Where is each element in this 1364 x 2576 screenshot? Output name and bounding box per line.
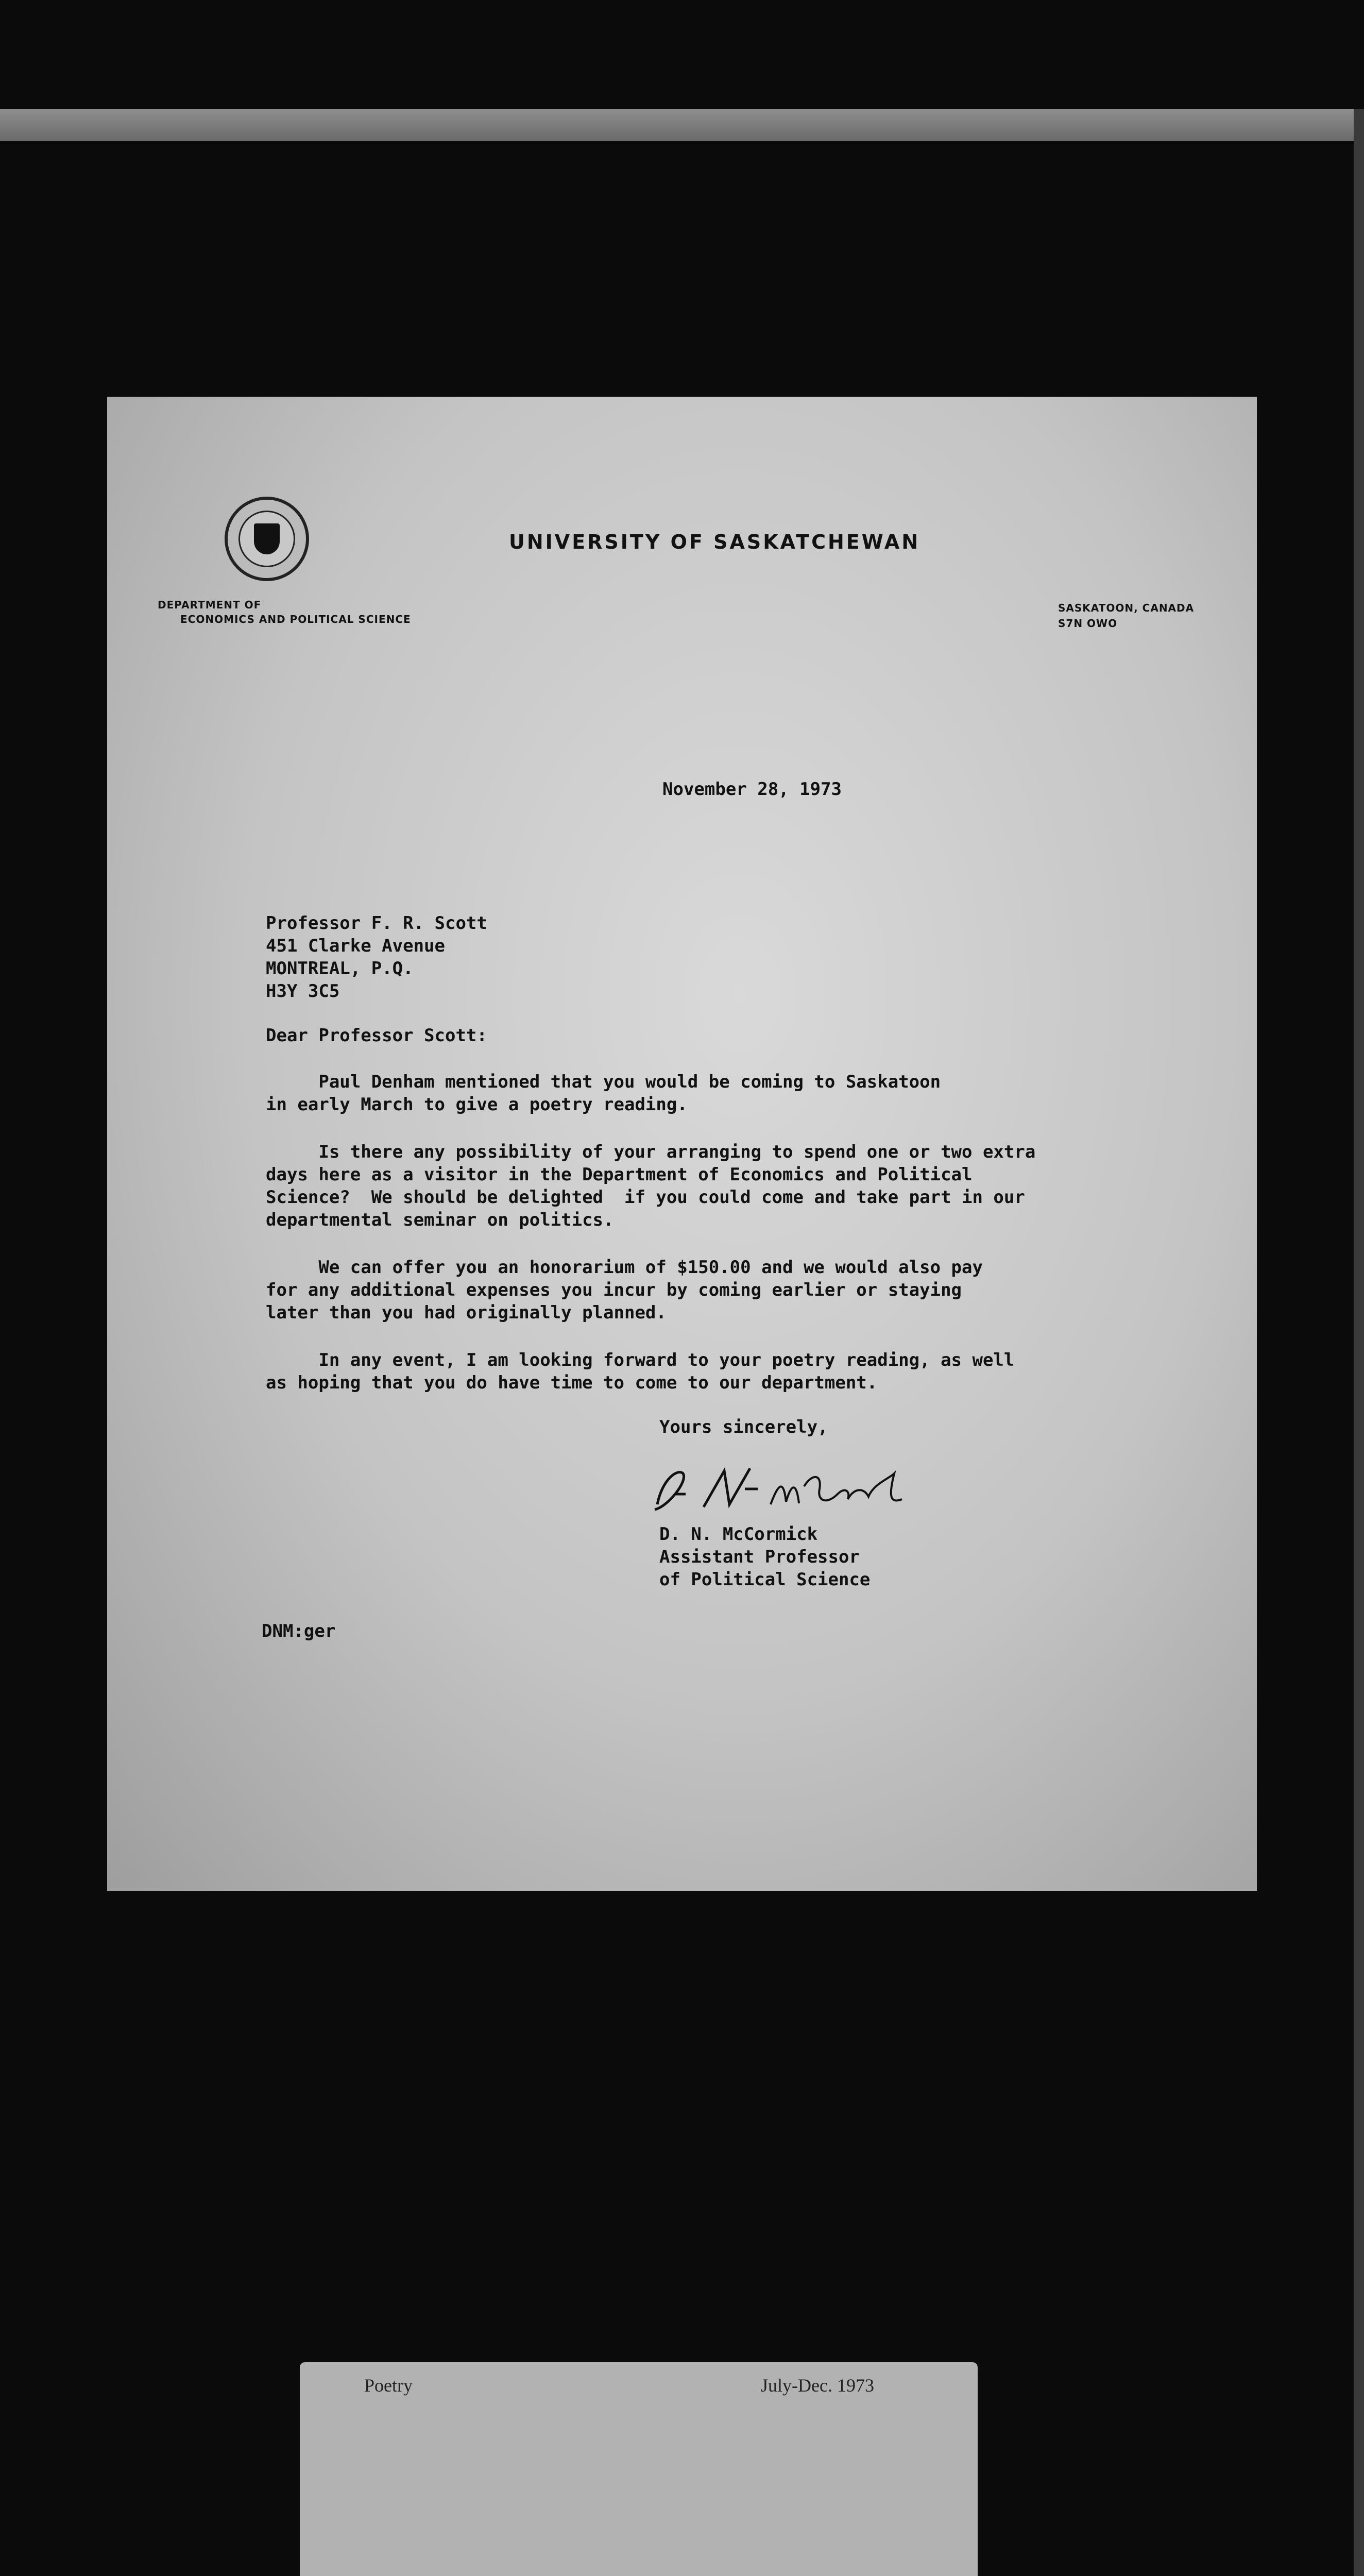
body-line: as hoping that you do have time to come to our department. — [266, 1372, 878, 1393]
folder-subject: Poetry — [364, 2375, 413, 2396]
body-line: Is there any possibility of your arranging to spend one or two extra — [266, 1142, 1036, 1162]
letterhead-department-line2: ECONOMICS AND POLITICAL SCIENCE — [180, 613, 411, 625]
folder-tab — [300, 2362, 978, 2576]
reference-initials: DNM:ger — [262, 1621, 336, 1641]
closing: Yours sincerely, — [659, 1417, 828, 1437]
salutation: Dear Professor Scott: — [266, 1025, 487, 1046]
body-line: Paul Denham mentioned that you would be coming to Saskatoon — [266, 1072, 941, 1092]
letterhead-postal: S7N OWO — [1058, 617, 1118, 630]
letterhead-department-line1: DEPARTMENT OF — [158, 599, 262, 611]
letterhead-city: SASKATOON, CANADA — [1058, 602, 1195, 614]
recipient-line: MONTREAL, P.Q. — [266, 958, 414, 979]
body-line: later than you had originally planned. — [266, 1302, 667, 1323]
body-line: Science? We should be delighted if you could come and take part in our — [266, 1187, 1025, 1208]
body-line: days here as a visitor in the Department of Economics and Political — [266, 1164, 973, 1185]
recipient-line: 451 Clarke Avenue — [266, 936, 445, 956]
recipient-line: H3Y 3C5 — [266, 981, 340, 1002]
body-line: In any event, I am looking forward to your poetry reading, as well — [266, 1350, 1015, 1370]
body-line: in early March to give a poetry reading. — [266, 1094, 688, 1115]
letter-date: November 28, 1973 — [662, 779, 842, 800]
film-right-edge — [1354, 109, 1364, 2576]
signer-name: D. N. McCormick — [659, 1524, 818, 1545]
body-line: for any additional expenses you incur by coming earlier or staying — [266, 1280, 962, 1300]
body-line: departmental seminar on politics. — [266, 1210, 614, 1230]
folder-period: July-Dec. 1973 — [761, 2375, 874, 2396]
university-seal-icon — [225, 497, 309, 581]
recipient-line: Professor F. R. Scott — [266, 913, 487, 934]
handwritten-signature — [647, 1458, 915, 1520]
signer-title: of Political Science — [659, 1569, 871, 1590]
letter-page — [107, 397, 1257, 1891]
film-edge-strip — [0, 109, 1364, 141]
letterhead-title: UNIVERSITY OF SASKATCHEWAN — [509, 531, 920, 553]
body-line: We can offer you an honorarium of $150.00 and we would also pay — [266, 1257, 983, 1278]
signer-title: Assistant Professor — [659, 1547, 860, 1567]
